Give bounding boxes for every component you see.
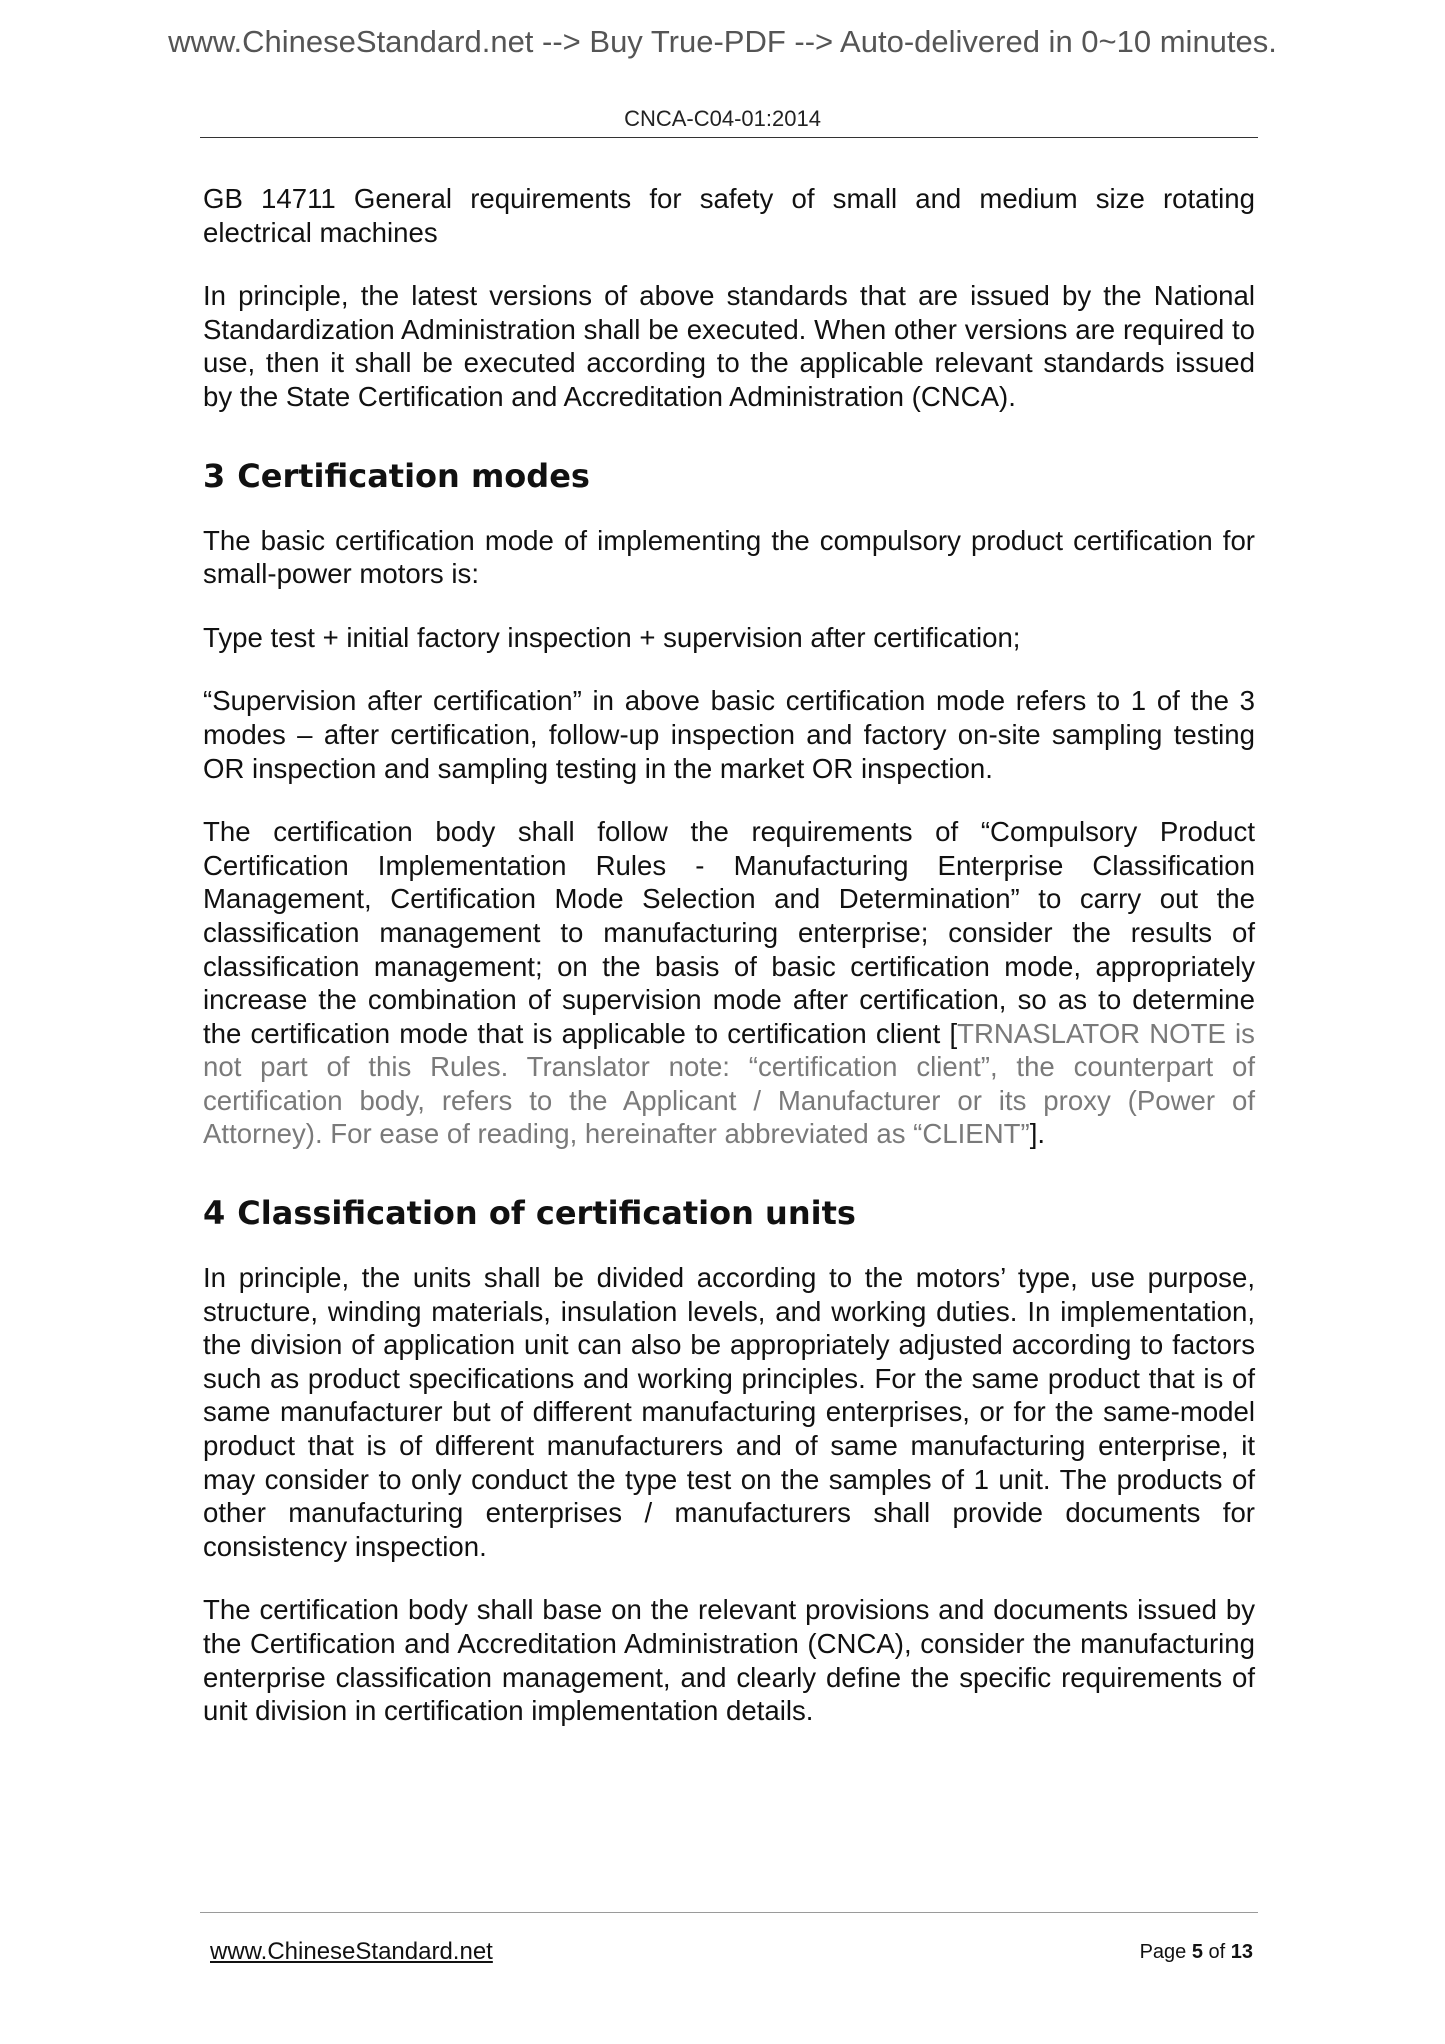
section-3-number: 3: [203, 456, 226, 495]
page-current: 5: [1191, 1941, 1203, 1963]
section-4-number: 4: [203, 1194, 226, 1233]
paragraph-basic-mode: The basic certification mode of implementing the compulsory product certification for small-power motors is:: [203, 524, 1255, 590]
translator-note: TRNASLATOR NOTE is not part of this Rules. Translator note: “certification client”, the counterpart of certification body, refers to the Applicant / Manufacturer or its proxy (Power of Attorney). For ease of reading, hereinafter abbreviated as “CLIENT”: [203, 1017, 1255, 1150]
page-number: [1140, 1941, 1253, 1964]
header-divider: [200, 137, 1258, 138]
header-banner: www.ChineseStandard.net --> Buy True-PDF --> Auto-delivered in 0~10 minutes.: [168, 24, 1277, 59]
note-close-bracket: ].: [1029, 1118, 1046, 1150]
page-prefix: Page: [1139, 1941, 1192, 1963]
footer-website-link[interactable]: www.ChineseStandard.net: [210, 1938, 493, 1965]
footer-divider: [200, 1912, 1258, 1913]
paragraph-certification-body: [203, 815, 1255, 1151]
page-content: [203, 182, 1255, 1758]
paragraph-unit-requirements: The certification body shall base on the relevant provisions and documents issued by the Certification and Accreditation Administration (CNCA), consider the manufacturing enterprise classification management, and clearly define the specific requirements of unit division in certification implementation details.: [203, 1594, 1255, 1727]
section-3-heading: [203, 456, 1255, 496]
paragraph-supervision: “Supervision after certification” in above basic certification mode refers to 1 of the 3 modes – after certification, follow-up inspection and factory on-site sampling testing OR inspection and sampling testing in the market OR inspection.: [203, 685, 1255, 784]
page-total: 13: [1230, 1941, 1253, 1963]
paragraph-unit-division: In principle, the units shall be divided according to the motors’ type, use purpose, structure, winding materials, insulation levels, and working duties. In implementation, the division of application unit can also be appropriately adjusted according to factors such as product specifications and working principles. For the same product that is of same manufacturer but of different manufacturing enterprises, or for the same-model product that is of different manufacturers and of same manufacturing enterprise, it may consider to only conduct the type test on the samples of 1 unit. The products of other manufacturing enterprises / manufacturers shall provide documents for consistency inspection.: [203, 1262, 1255, 1562]
paragraph-mode-formula: Type test + initial factory inspection + supervision after certification;: [203, 621, 1021, 653]
paragraph-standard-versions: In principle, the latest versions of above standards that are issued by the National Standardization Administration shall be executed. When other versions are required to use, then it shall be executed according to the applicable relevant standards issued by the State Certification and Accreditation Administration (CNCA).: [203, 280, 1255, 412]
certification-body-text: The certification body shall follow the requirements of “Compulsory Product Certification Implementation Rules - Manufacturing Enterprise Classification Management, Certification Mode Selection and Determination” to carry out the classification management to manufacturing enterprise; consider the results of classification management; on the basis of basic certification mode, appropriately increase the combination of supervision mode after certification, so as to determine the certification mode that is applicable to certification client: [203, 816, 1255, 1049]
section-4-heading: [203, 1193, 1255, 1233]
note-open-bracket: [: [949, 1017, 958, 1049]
section-4-title: Classification of certification units: [237, 1194, 856, 1233]
document-id: CNCA-C04-01:2014: [624, 106, 821, 131]
standard-reference-gb14711: GB 14711 General requirements for safety of small and medium size rotating electrical machines: [203, 183, 1255, 248]
page-of: of: [1202, 1941, 1231, 1963]
section-3-title: Certification modes: [237, 456, 590, 495]
